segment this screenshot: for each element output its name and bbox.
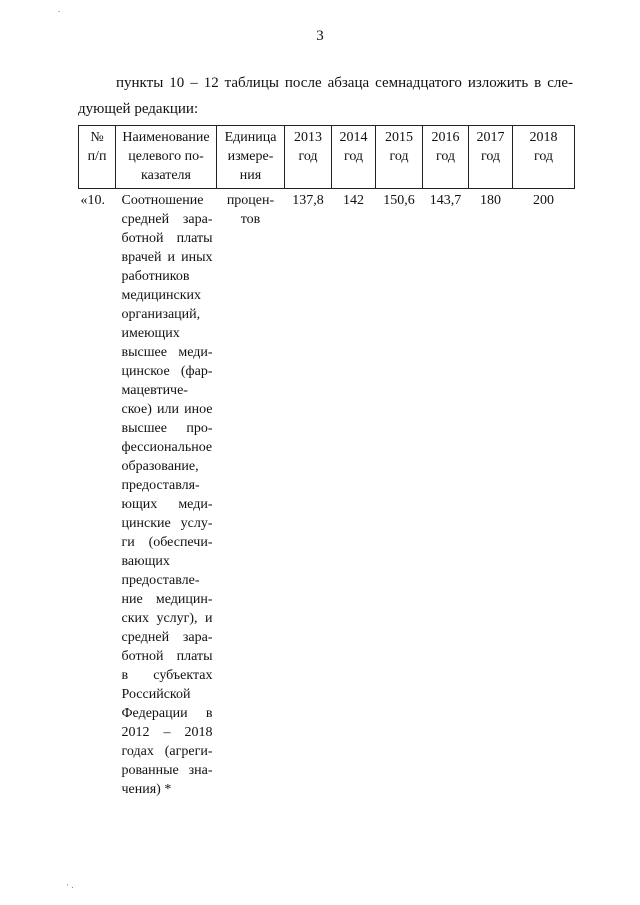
name-line: врачей и иных <box>121 250 213 265</box>
name-line: вающих <box>121 554 170 569</box>
value-2018: 200 <box>533 193 554 208</box>
name-line: ние медицин- <box>121 592 213 607</box>
name-line: образование, <box>121 459 199 474</box>
header-year-2015 <box>376 126 423 189</box>
header-year-word: год <box>298 149 318 164</box>
scan-speck: · . <box>66 880 74 890</box>
name-line: чения) * <box>121 782 172 797</box>
intro-line-2: дующей редакции: <box>78 101 199 117</box>
header-year-2018 <box>513 126 575 189</box>
header-year-word: год <box>343 149 364 164</box>
header-name <box>116 126 217 189</box>
header-name-line: казателя <box>141 168 191 183</box>
name-line: ги (обеспечи- <box>121 535 213 550</box>
header-year-2017 <box>469 126 513 189</box>
name-line: предоставле- <box>121 573 200 588</box>
name-line: высшее меди- <box>121 345 213 360</box>
scan-speck: . <box>58 4 61 14</box>
name-line: предоставля- <box>121 478 200 493</box>
header-year-word: год <box>533 149 554 164</box>
name-line: ботной платы <box>121 649 213 664</box>
unit-line: процен- <box>226 193 275 208</box>
header-year: 2015 <box>385 130 413 145</box>
name-line: в субъектах <box>121 668 213 683</box>
name-line: мацевтиче- <box>121 383 188 398</box>
name-line: ских услуг), и <box>121 611 213 626</box>
header-num <box>79 126 116 189</box>
name-line: высшее про- <box>121 421 213 436</box>
header-year: 2013 <box>294 130 322 145</box>
name-line: 2012 – 2018 <box>121 725 213 740</box>
name-line: имеющих <box>121 326 180 341</box>
intro-line-1: пункты 10 – 12 таблицы после абзаца семнадцатого изложить в сле- <box>116 75 573 91</box>
name-line: средней зара- <box>121 212 213 227</box>
name-line: медицинских <box>121 288 201 303</box>
header-year: 2017 <box>476 130 505 145</box>
name-line: Соотношение <box>121 193 204 208</box>
header-unit-line: Единица <box>224 130 277 145</box>
table-header-row <box>79 126 575 189</box>
name-line: Федерации в <box>121 706 213 721</box>
name-line: годах (агреги- <box>121 744 213 759</box>
header-year-2014 <box>332 126 376 189</box>
header-year: 2014 <box>339 130 368 145</box>
header-num-line: п/п <box>87 149 107 164</box>
intro-paragraph <box>78 70 573 122</box>
name-line: цинское (фар- <box>121 364 213 379</box>
name-line: организаций, <box>121 307 201 322</box>
header-year: 2018 <box>529 130 558 145</box>
name-line: ботной платы <box>121 231 213 246</box>
header-num-line: № <box>90 130 104 145</box>
name-line: ющих меди- <box>121 497 213 512</box>
indicator-name <box>116 189 217 802</box>
name-line: ское) или иное <box>121 402 213 417</box>
header-year-word: год <box>480 149 501 164</box>
header-year: 2016 <box>431 130 460 145</box>
name-line: цинские услу- <box>121 516 213 531</box>
header-year-2013 <box>285 126 332 189</box>
header-unit <box>217 126 285 189</box>
header-name-line: Наименование <box>122 130 210 145</box>
table-row <box>79 189 575 802</box>
value-2014: 142 <box>343 193 364 208</box>
value-2016: 143,7 <box>429 193 462 208</box>
header-unit-line: ния <box>239 168 262 183</box>
name-line: рованные зна- <box>121 763 213 778</box>
header-name-line: целевого по- <box>128 149 204 164</box>
header-year-2016 <box>423 126 469 189</box>
name-line: средней зара- <box>121 630 213 645</box>
header-unit-line: измере- <box>227 149 274 164</box>
row-number: «10. <box>80 193 105 208</box>
page-number: 3 <box>316 28 324 44</box>
value-2017: 180 <box>480 193 501 208</box>
value-2013: 137,8 <box>292 193 324 208</box>
name-line: Российской <box>121 687 191 702</box>
unit-cell <box>217 189 285 802</box>
header-year-word: год <box>389 149 409 164</box>
unit-line: тов <box>240 212 261 227</box>
indicators-table <box>78 125 575 801</box>
header-year-word: год <box>435 149 456 164</box>
value-2015: 150,6 <box>383 193 415 208</box>
name-line: работников <box>121 269 190 284</box>
name-line: фессиональное <box>121 440 213 455</box>
